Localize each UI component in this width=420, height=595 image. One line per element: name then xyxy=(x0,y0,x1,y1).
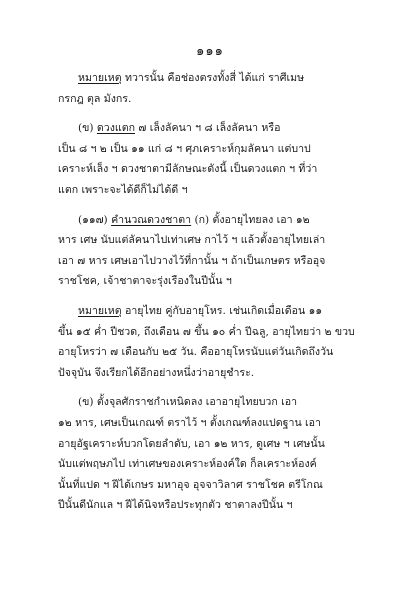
note-paragraph-1 xyxy=(58,68,362,109)
text-line: นั้นที่แปด ฯ ฝีได้เกษร มหาอุจ อุจจาวิลาศ ราชโชค ตรีโกณ xyxy=(58,478,323,491)
text-line: นับแต่พฤษภไป เท่าเศษของเคราะห์องค์ใด ก็ลเคราะห์องค์ xyxy=(58,458,317,471)
text-line xyxy=(58,210,362,231)
text-line: หาร เศษ นับแต่ลัคนาไปเท่าเศษ กาไว้ ฯ แล้วตั้งอายุไทยเล่า xyxy=(58,234,326,247)
broken-chart-paragraph xyxy=(58,118,362,200)
text-line xyxy=(58,301,362,322)
text-line: อายุอัฐเคราะห์บวกโดยลำดับ, เอา ๑๒ หาร, ดูเศษ ฯ เศษนั้น xyxy=(58,437,325,450)
era-calculation-paragraph xyxy=(58,392,362,516)
note-label: หมายเหตุ xyxy=(78,72,122,84)
text-line-content: ตั้งจุลศักราชกำเหนิดลง เอาอายุไทยบวก เอา xyxy=(96,396,298,409)
text-line: แตก เพราะจะได้ดีก็ไม่ได้ดี ฯ xyxy=(58,183,188,196)
page-number: ๑๑๑ xyxy=(196,44,224,59)
text-line xyxy=(58,68,362,89)
text-line-content: ทวารนั้น คือช่องตรงทั้งสี่ ได้แก่ ราศีเมษ xyxy=(121,72,305,84)
item-prefix: (๑๑๗) xyxy=(78,213,112,226)
note-paragraph-2 xyxy=(58,301,362,383)
text-line: ขึ้น ๑๕ ค่ำ ปีชวด, ถึงเดือน ๗ ขึ้น ๑๐ ค่ำ ปีฉลู, อายุไทยว่า ๒ ขวบ xyxy=(58,325,355,338)
chart-calculation-paragraph xyxy=(58,210,362,292)
note-label: หมายเหตุ xyxy=(78,304,122,317)
text-line: ปีนั้นดีนักแล ฯ ฝีได้นิจหรือประทุกตัว ชาตาลงปีนั้น ฯ xyxy=(58,499,293,512)
text-line-content: (ก) ตั้งอายุไทยลง เอา ๑๒ xyxy=(191,213,310,226)
body-text xyxy=(58,68,362,525)
item-prefix: (ข) xyxy=(78,396,97,409)
section-label: ดวงแตก xyxy=(96,122,136,135)
text-line: อายุโหรว่า ๗ เดือนกับ ๒๕ วัน. คืออายุโหรนับแต่วันเกิดถึงวัน xyxy=(58,346,334,359)
text-line: เคราะห์เล็ง ฯ ดวงชาตามีลักษณะดังนี้ เป็นดวงแตก ฯ ที่ว่า xyxy=(58,163,318,176)
text-line: เอา ๗ หาร เศษเอาไปวางไว้ที่กานั้น ฯ ถ้าเป็นเกษตร หรืออุจ xyxy=(58,254,326,267)
text-line: ราชโชค, เจ้าชาตาจะรุ่งเรืองในปีนั้น ฯ xyxy=(58,275,232,288)
text-line: ๑๒ หาร, เศษเป็นเกณฑ์ ตราไว้ ฯ ตั้งเกณฑ์ลงแปดฐาน เอา xyxy=(58,416,321,429)
section-label: คำนวณดวงชาตา xyxy=(111,213,192,226)
text-line xyxy=(58,392,362,413)
text-line: ปัจจุบัน จึงเรียกได้อีกอย่างหนึ่งว่าอายุชำระ. xyxy=(58,366,255,379)
text-line-content: ๗ เล็งลัคนา ฯ ๘ เล็งลัคนา หรือ xyxy=(135,122,281,135)
text-line: เป็น ๘ ฯ ๒ เป็น ๑๑ แก่ ๘ ฯ ศุภเคราะห์กุมลัคนา แต่บาป xyxy=(58,142,311,155)
text-line xyxy=(58,118,362,139)
text-line: กรกฎ ตุล มังกร. xyxy=(58,92,132,105)
text-line-content: อายุไทย คู่กับอายุโหร. เช่นเกิดเมื่อเดือน ๑๑ xyxy=(121,304,323,317)
item-prefix: (ข) xyxy=(78,122,97,135)
